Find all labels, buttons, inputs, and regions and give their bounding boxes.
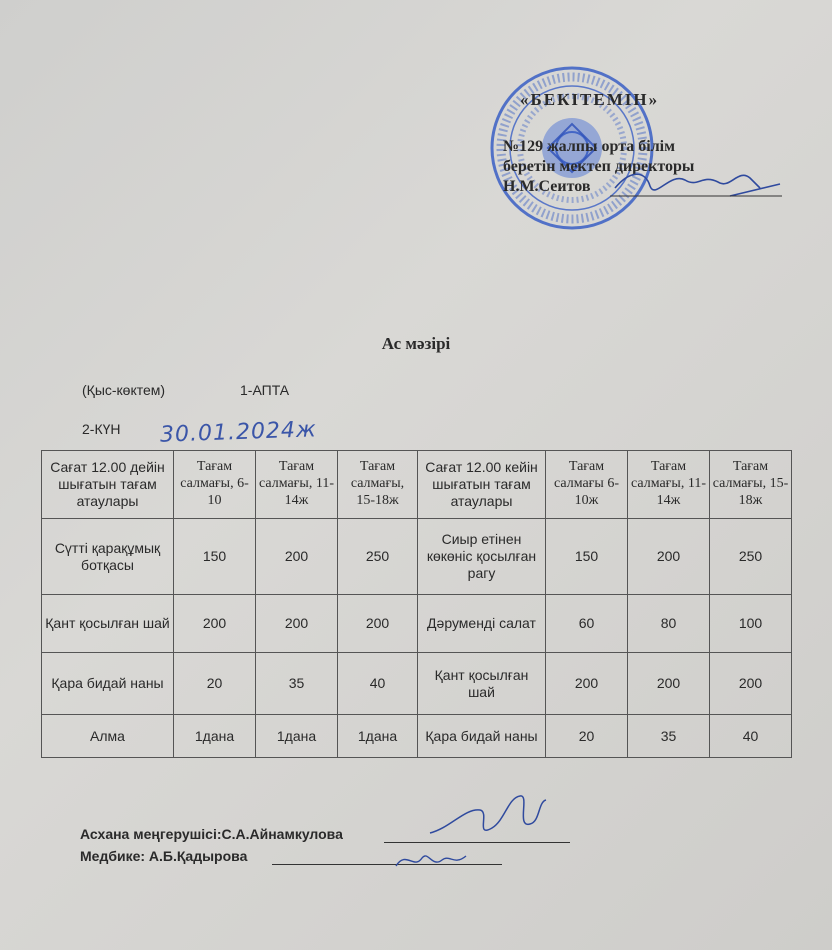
week-label: 1-АПТА <box>240 382 290 398</box>
header-weight-6-10-after: Тағам салмағы 6-10ж <box>546 451 628 519</box>
handwritten-date: 30.01.2024ж <box>159 417 318 448</box>
dish-before-noon: Қара бидай наны <box>42 653 174 715</box>
header-weight-11-14-after: Тағам салмағы, 11-14ж <box>628 451 710 519</box>
table-row <box>42 653 792 715</box>
cook-manager-line: Асхана меңгерушісі:С.А.Айнамкулова <box>80 826 343 842</box>
weight-cell: 35 <box>628 715 710 758</box>
weight-cell: 20 <box>546 715 628 758</box>
director-signature <box>610 160 785 205</box>
dish-after-noon: Қара бидай наны <box>418 715 546 758</box>
nurse-signature <box>392 844 472 874</box>
weight-cell: 150 <box>174 519 256 595</box>
weight-cell: 60 <box>546 595 628 653</box>
dish-before-noon: Сүтті қарақұмық ботқасы <box>42 519 174 595</box>
weight-cell: 150 <box>546 519 628 595</box>
weight-cell: 200 <box>710 653 792 715</box>
weight-cell: 200 <box>338 595 418 653</box>
weight-cell: 40 <box>338 653 418 715</box>
weight-cell: 35 <box>256 653 338 715</box>
weight-cell: 40 <box>710 715 792 758</box>
header-after-noon: Сағат 12.00 кейін шығатын тағам атаулары <box>418 451 546 519</box>
table-header-row <box>42 451 792 519</box>
dish-after-noon: Сиыр етінен көкөніс қосылған рагу <box>418 519 546 595</box>
table-row <box>42 519 792 595</box>
weight-cell: 100 <box>710 595 792 653</box>
dish-after-noon: Қант қосылған шай <box>418 653 546 715</box>
page-title: Ас мәзірі <box>381 334 451 353</box>
weight-cell: 80 <box>628 595 710 653</box>
cook-signature <box>420 788 560 848</box>
approval-title: «БЕКІТЕМІН» <box>520 90 660 109</box>
table-row <box>42 715 792 758</box>
weight-cell: 200 <box>256 519 338 595</box>
dish-after-noon: Дәруменді салат <box>418 595 546 653</box>
header-weight-15-18-after: Тағам салмағы, 15-18ж <box>710 451 792 519</box>
header-weight-6-10: Тағам салмағы, 6-10 <box>174 451 256 519</box>
dish-before-noon: Қант қосылған шай <box>42 595 174 653</box>
weight-cell: 1дана <box>174 715 256 758</box>
weight-cell: 200 <box>546 653 628 715</box>
approval-school: №129 жалпы орта білім <box>503 138 676 155</box>
weight-cell: 1дана <box>338 715 418 758</box>
weight-cell: 200 <box>174 595 256 653</box>
table-row <box>42 595 792 653</box>
weight-cell: 250 <box>338 519 418 595</box>
day-label: 2-КҮН <box>82 421 121 437</box>
weight-cell: 1дана <box>256 715 338 758</box>
weight-cell: 200 <box>256 595 338 653</box>
header-weight-11-14: Тағам салмағы, 11-14ж <box>256 451 338 519</box>
approval-position: беретін мектеп директоры <box>503 158 695 175</box>
weight-cell: 200 <box>628 653 710 715</box>
season-label: (Қыс-көктем) <box>82 382 166 398</box>
dish-before-noon: Алма <box>42 715 174 758</box>
nurse-line: Медбике: А.Б.Қадырова <box>80 848 248 864</box>
header-before-noon: Сағат 12.00 дейін шығатын тағам атаулары <box>42 451 174 519</box>
weight-cell: 20 <box>174 653 256 715</box>
approval-director-name: Н.М.Сеитов <box>503 178 591 195</box>
weight-cell: 200 <box>628 519 710 595</box>
header-weight-15-18: Тағам салмағы, 15-18ж <box>338 451 418 519</box>
menu-table <box>41 450 792 758</box>
weight-cell: 250 <box>710 519 792 595</box>
